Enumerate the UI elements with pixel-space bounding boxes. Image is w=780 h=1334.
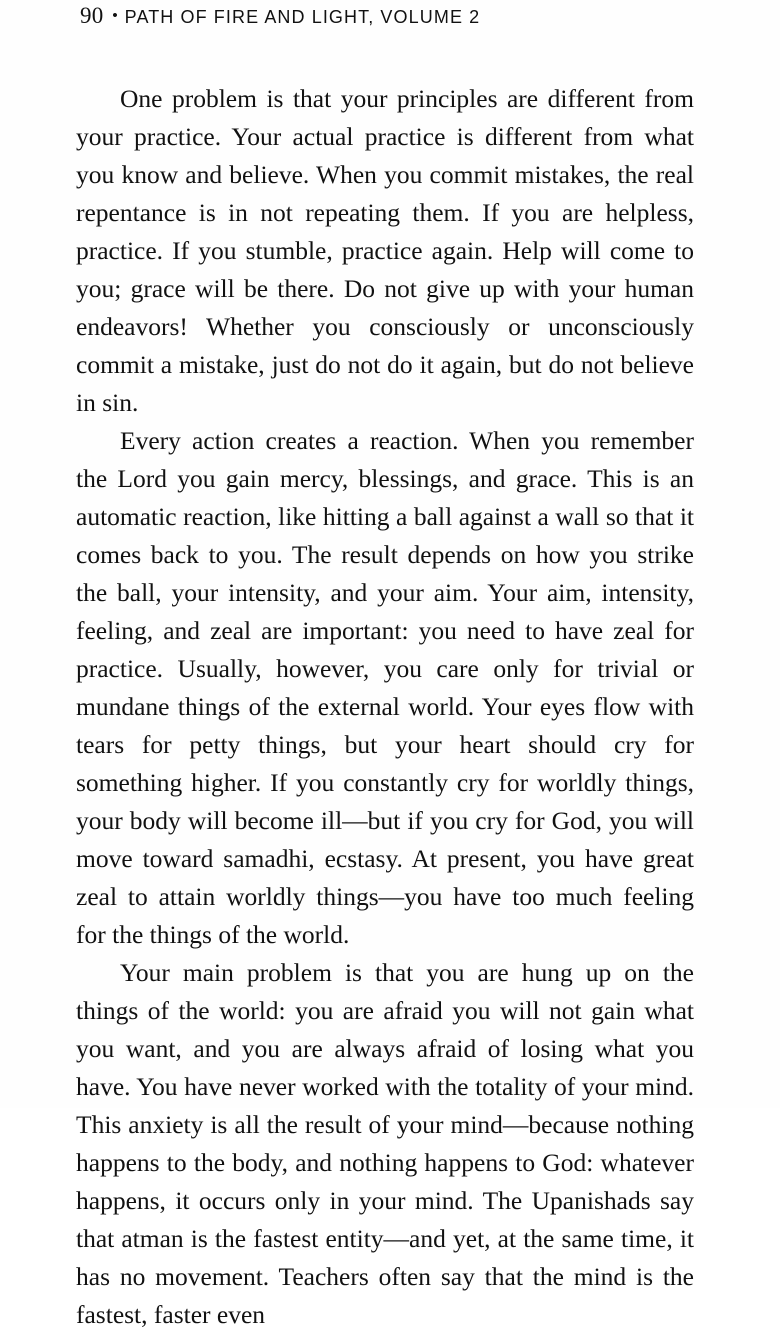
book-title: PATH OF FIRE AND LIGHT, VOLUME 2 [124,7,481,27]
paragraph: Your main problem is that you are hung up on the things of the world: you are afraid you will not gain what you want, and you are always afraid of losing what you have. You have never worked with the totality of your mind. This anxiety is all the result of your mind—because nothing happens to the body, and nothing happens to God: whatever happens, it occurs only in your mind. The Upanishads say that atman is the fastest entity—and yet, at the same time, it has no movement. Teachers often say that the mind is the fastest, faster even [76,958,694,1329]
bullet-separator-icon: • [112,7,118,24]
paragraph: One problem is that your principles are different from your practice. Your actual practice is different from what you know and believe. When you commit mistakes, the real repentance is in not repeating them. If you are helpless, practice. If you stumble, practice again. Help will come to you; grace will be there. Do not give up with your human endeavors! Whether you consciously or unconsciously commit a mistake, just do not do it again, but do not believe in sin. [76,84,694,417]
paragraph: Every action creates a reaction. When you remember the Lord you gain mercy, blessings, and grace. This is an automatic reaction, like hitting a ball against a wall so that it comes back to you. The result depends on how you strike the ball, your intensity, and your aim. Your aim, intensity, feeling, and zeal are important: you need to have zeal for practice. Usually, however, you care only for trivial or mundane things of the external world. Your eyes flow with tears for petty things, but your heart should cry for something higher. If you constantly cry for worldly things, your body will become ill—but if you cry for God, you will move toward samadhi, ecstasy. At present, you have great zeal to attain worldly things—you have too much feeling for the things of the world. [76,426,694,949]
body-text [76,80,694,1334]
running-head [80,4,480,30]
page-number: 90 [80,3,104,28]
